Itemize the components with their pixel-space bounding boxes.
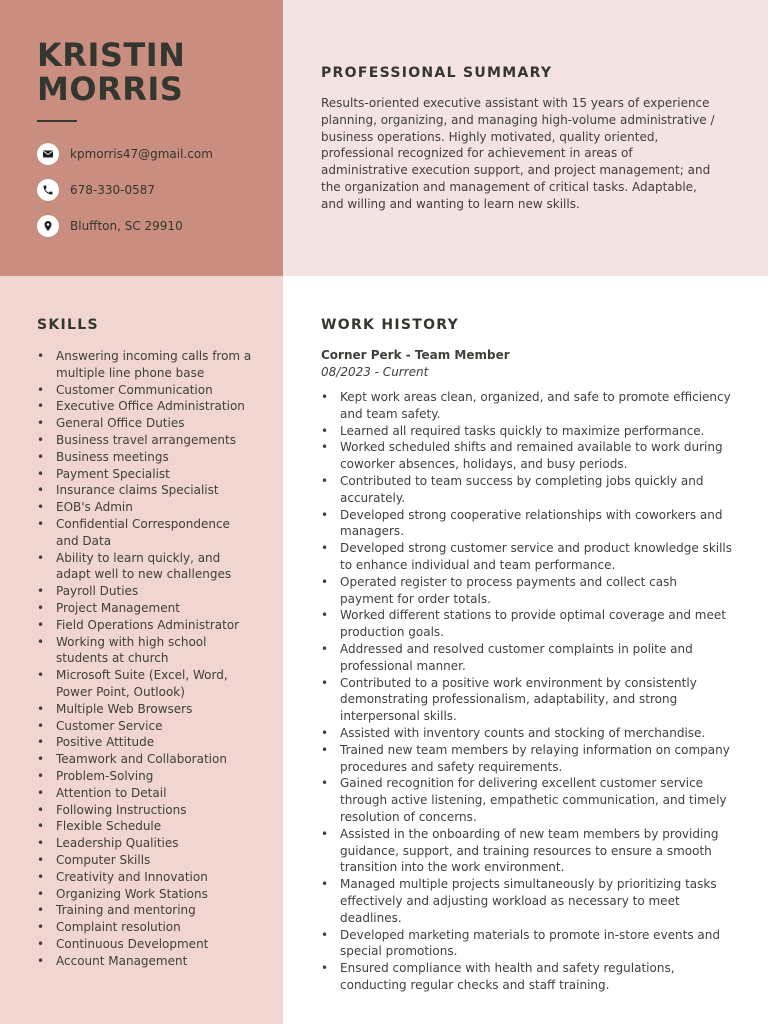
- job-title: Corner Perk - Team Member: [321, 348, 510, 362]
- skill-item: • EOB's Admin: [37, 499, 252, 516]
- duty-item: • Worked different stations to provide optimal coverage and meet production goals.: [321, 607, 733, 641]
- duty-item: • Assisted with inventory counts and stocking of merchandise.: [321, 725, 733, 742]
- skill-item: • Customer Communication: [37, 382, 252, 399]
- candidate-name: KRISTIN MORRIS: [37, 36, 186, 108]
- contact-phone[interactable]: [37, 178, 155, 202]
- skill-item: • Answering incoming calls from a multiple line phone base: [37, 348, 252, 382]
- job-dates: 08/2023 - Current: [321, 365, 429, 379]
- duty-item: • Worked scheduled shifts and remained available to work during coworker absences, holidays, and busy periods.: [321, 439, 733, 473]
- skills-list: [37, 348, 252, 969]
- location-text: Bluffton, SC 29910: [70, 219, 183, 233]
- phone-text: 678-330-0587: [70, 183, 156, 197]
- skill-item: • Payment Specialist: [37, 466, 252, 483]
- skill-item: • Multiple Web Browsers: [37, 701, 252, 718]
- duty-item: • Managed multiple projects simultaneously by prioritizing tasks effectively and adjusting workload as necessary to meet deadlines.: [321, 876, 733, 926]
- skill-item: • Teamwork and Collaboration: [37, 751, 252, 768]
- summary-heading: PROFESSIONAL SUMMARY: [321, 65, 553, 81]
- duty-item: • Addressed and resolved customer complaints in polite and professional manner.: [321, 641, 733, 675]
- skill-item: • Training and mentoring: [37, 902, 252, 919]
- contact-location: [37, 214, 183, 238]
- summary-paragraph: Results-oriented executive assistant with 15 years of experience planning, organizing, and managing high-volume administrative / business operations. Highly motivated, quality oriented, professional recognized for achievement in areas of administrative execution support, and project management; and the organization and management of critical tasks. Adaptable, and willing and wanting to learn new skills.: [321, 96, 715, 211]
- email-text: kpmorris47@gmail.com: [70, 147, 213, 161]
- duty-item: • Trained new team members by relaying information on company procedures and safety requirements.: [321, 742, 733, 776]
- skill-item: • Creativity and Innovation: [37, 869, 252, 886]
- skill-item: • Leadership Qualities: [37, 835, 252, 852]
- duty-item: • Developed strong cooperative relationships with coworkers and managers.: [321, 507, 733, 541]
- duty-item: • Contributed to team success by completing jobs quickly and accurately.: [321, 473, 733, 507]
- skill-item: • Organizing Work Stations: [37, 886, 252, 903]
- duty-item: • Developed strong customer service and product knowledge skills to enhance individual and team performance.: [321, 540, 733, 574]
- duty-item: • Assisted in the onboarding of new team members by providing guidance, support, and training resources to ensure a smooth transition into the work environment.: [321, 826, 733, 876]
- duty-item: • Learned all required tasks quickly to maximize performance.: [321, 423, 733, 440]
- job-duties-list: [321, 389, 733, 994]
- skill-item: • Continuous Development: [37, 936, 252, 953]
- skill-item: • Computer Skills: [37, 852, 252, 869]
- skill-item: • General Office Duties: [37, 415, 252, 432]
- skill-item: • Field Operations Administrator: [37, 617, 252, 634]
- skills-heading: SKILLS: [37, 317, 99, 333]
- location-pin-icon: [37, 215, 59, 237]
- skill-item: • Complaint resolution: [37, 919, 252, 936]
- skill-item: • Project Management: [37, 600, 252, 617]
- skill-item: • Flexible Schedule: [37, 818, 252, 835]
- duty-item: • Gained recognition for delivering excellent customer service through active listening, empathetic communication, and timely resolution of concerns.: [321, 775, 733, 825]
- skill-item: • Confidential Correspondence and Data: [37, 516, 252, 550]
- skill-item: • Ability to learn quickly, and adapt well to new challenges: [37, 550, 252, 584]
- skill-item: • Working with high school students at church: [37, 634, 252, 668]
- duty-item: • Ensured compliance with health and safety regulations, conducting regular checks and staff training.: [321, 960, 733, 994]
- skill-item: • Executive Office Administration: [37, 398, 252, 415]
- skill-item: • Business meetings: [37, 449, 252, 466]
- skill-item: • Problem-Solving: [37, 768, 252, 785]
- duty-item: • Operated register to process payments and collect cash payment for order totals.: [321, 574, 733, 608]
- skill-item: • Insurance claims Specialist: [37, 482, 252, 499]
- name-divider: [37, 120, 77, 122]
- skill-item: • Customer Service: [37, 718, 252, 735]
- skill-item: • Payroll Duties: [37, 583, 252, 600]
- duty-item: • Kept work areas clean, organized, and safe to promote efficiency and team safety.: [321, 389, 733, 423]
- envelope-icon: [37, 143, 59, 165]
- skill-item: • Attention to Detail: [37, 785, 252, 802]
- work-history-heading: WORK HISTORY: [321, 317, 460, 333]
- skill-item: • Microsoft Suite (Excel, Word, Power Point, Outlook): [37, 667, 252, 701]
- phone-icon: [37, 179, 59, 201]
- skill-item: • Account Management: [37, 953, 252, 970]
- contact-email[interactable]: [37, 142, 213, 166]
- duty-item: • Developed marketing materials to promote in-store events and special promotions.: [321, 927, 733, 961]
- duty-item: • Contributed to a positive work environment by consistently demonstrating professionalism, adaptability, and strong interpersonal skills.: [321, 675, 733, 725]
- skill-item: • Positive Attitude: [37, 734, 252, 751]
- skill-item: • Following Instructions: [37, 802, 252, 819]
- skill-item: • Business travel arrangements: [37, 432, 252, 449]
